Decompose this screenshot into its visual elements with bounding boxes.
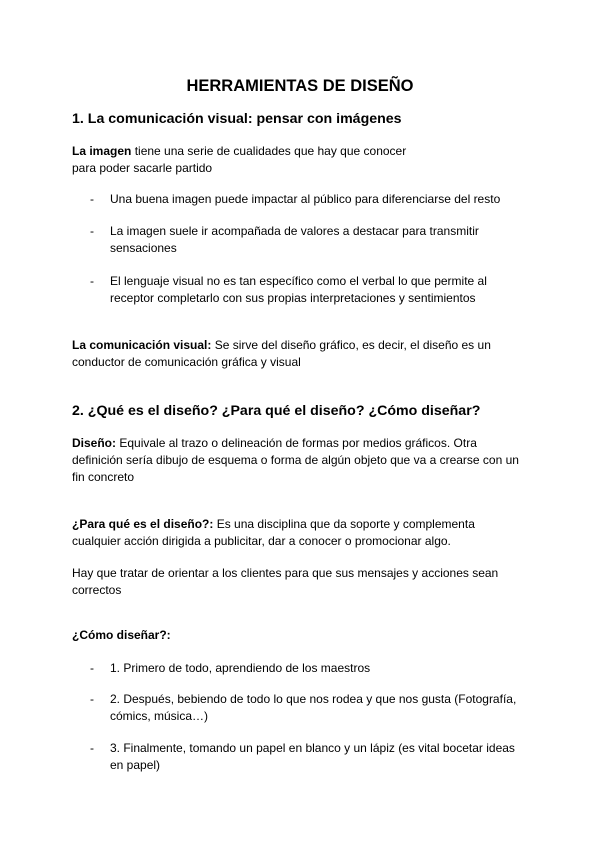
imagen-label: La imagen xyxy=(72,144,132,158)
como-paragraph xyxy=(72,627,542,644)
bullet-text-line: receptor completarlo con sus propias interpretaciones y sentimientos xyxy=(110,291,476,305)
diseno-text-line2: definición sería dibujo de esquema o forma de algún objeto que va a crearse con un xyxy=(72,453,519,467)
bullet-dash: - xyxy=(90,661,94,675)
imagen-paragraph xyxy=(72,143,542,177)
section1-heading: 1. La comunicación visual: pensar con imágenes xyxy=(72,111,402,127)
bullet-dash: - xyxy=(90,741,94,755)
bullet-text-line: sensaciones xyxy=(110,241,177,255)
comunicacion-paragraph xyxy=(72,337,542,371)
bullet-dash: - xyxy=(90,692,94,706)
bullet-text-line: en papel) xyxy=(110,758,161,772)
imagen-text-line2: para poder sacarle partido xyxy=(72,161,213,175)
comunicacion-text-line2: conductor de comunicación gráfica y visual xyxy=(72,355,301,369)
bullet-text-line: 1. Primero de todo, aprendiendo de los maestros xyxy=(110,661,371,675)
orientar-text-line1: Hay que tratar de orientar a los clientes para que sus mensajes y acciones sean xyxy=(72,566,499,580)
bullet-dash: - xyxy=(90,274,94,288)
orientar-text-line2: correctos xyxy=(72,583,122,597)
diseno-paragraph xyxy=(72,435,542,486)
imagen-text-line1: tiene una serie de cualidades que hay que conocer xyxy=(131,144,407,158)
diseno-text-line3: fin concreto xyxy=(72,470,135,484)
document-title: HERRAMIENTAS DE DISEÑO xyxy=(186,77,414,95)
bullet-text-line: Una buena imagen puede impactar al público para diferenciarse del resto xyxy=(110,192,501,206)
como-label: ¿Cómo diseñar?: xyxy=(72,628,171,642)
paraque-text-line2: cualquier acción dirigida a publicitar, dar a conocer o promocionar algo. xyxy=(72,534,451,548)
comunicacion-label: La comunicación visual: xyxy=(72,338,212,352)
bullet-text-line: 2. Después, bebiendo de todo lo que nos rodea y que nos gusta (Fotografía, xyxy=(110,692,517,706)
paraque-text-line1: Es una disciplina que da soporte y complementa xyxy=(213,517,475,531)
diseno-label: Diseño: xyxy=(72,436,117,450)
bullet-text-line: La imagen suele ir acompañada de valores a destacar para transmitir xyxy=(110,224,479,238)
bullet-dash: - xyxy=(90,192,94,206)
section2-heading: 2. ¿Qué es el diseño? ¿Para qué el diseño? ¿Cómo diseñar? xyxy=(72,403,481,419)
diseno-text-line1: Equivale al trazo o delineación de formas por medios gráficos. Otra xyxy=(116,436,477,450)
bullet-dash: - xyxy=(90,224,94,238)
paraque-paragraph xyxy=(72,516,542,550)
comunicacion-text-line1: Se sirve del diseño gráfico, es decir, el diseño es un xyxy=(211,338,491,352)
bullet-text-line: El lenguaje visual no es tan específico como el verbal lo que permite al xyxy=(110,274,487,288)
orientar-paragraph xyxy=(72,565,542,599)
bullet-text-line: cómics, música…) xyxy=(110,709,209,723)
paraque-label: ¿Para qué es el diseño?: xyxy=(72,517,214,531)
bullet-text-line: 3. Finalmente, tomando un papel en blanco y un lápiz (es vital bocetar ideas xyxy=(110,741,515,755)
